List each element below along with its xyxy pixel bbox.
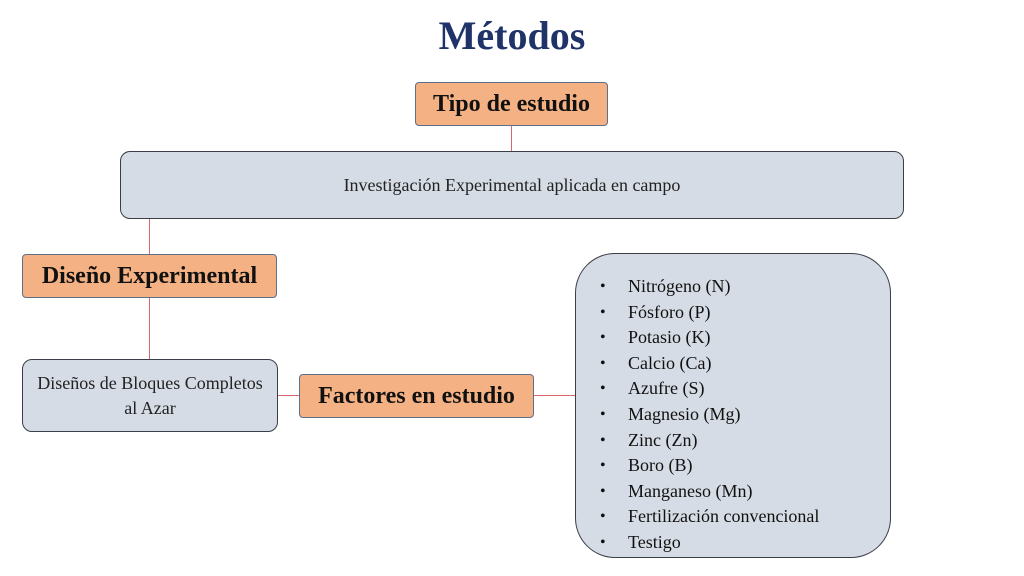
bullet-icon: • — [600, 405, 606, 423]
factor-label: Calcio (Ca) — [628, 352, 712, 373]
factor-item — [600, 274, 819, 300]
factor-item — [600, 428, 819, 454]
factor-item — [600, 504, 819, 530]
factor-item — [600, 479, 819, 505]
bullet-icon: • — [600, 457, 606, 475]
factor-item — [600, 453, 819, 479]
bullet-icon: • — [600, 329, 606, 347]
disenos-bloques-label: Diseños de Bloques Completos al Azar — [37, 372, 263, 418]
factor-item — [600, 402, 819, 428]
diseno-experimental-label: Diseño Experimental — [41, 262, 258, 289]
factor-item — [600, 325, 819, 351]
bullet-icon: • — [600, 508, 606, 526]
factor-item — [600, 530, 819, 556]
disenos-bloques-node — [22, 359, 278, 432]
factores-en-estudio-label: Factores en estudio — [318, 382, 515, 409]
factors-list-node — [575, 253, 891, 558]
bullet-icon: • — [600, 380, 606, 398]
factor-label: Fósforo (P) — [628, 301, 711, 322]
tipo-de-estudio-label: Tipo de estudio — [433, 90, 590, 117]
factor-label: Testigo — [628, 531, 681, 552]
bullet-icon: • — [600, 482, 606, 500]
slide-title: Métodos — [438, 13, 586, 58]
factor-label: Nitrógeno (N) — [628, 276, 731, 296]
bullet-icon: • — [600, 431, 606, 449]
factor-item — [600, 300, 819, 326]
connector-tipo-investigacion — [511, 126, 512, 151]
factor-label: Zinc (Zn) — [628, 429, 698, 450]
tipo-de-estudio-node — [415, 82, 608, 126]
investigacion-node — [120, 151, 904, 219]
factor-label: Azufre (S) — [628, 378, 705, 399]
investigacion-label: Investigación Experimental aplicada en campo — [343, 174, 681, 195]
factor-label: Manganeso (Mn) — [628, 480, 753, 501]
connector-diseno-bloques — [149, 298, 150, 359]
connector-bloques-factores — [278, 395, 299, 396]
connector-factores-list — [534, 395, 575, 396]
bullet-icon: • — [600, 354, 606, 372]
factor-label: Potasio (K) — [628, 327, 711, 348]
factores-en-estudio-node — [299, 374, 534, 418]
factors-list — [600, 274, 819, 556]
factor-item — [600, 351, 819, 377]
factor-label: Fertilización convencional — [628, 506, 820, 527]
factor-label: Magnesio (Mg) — [628, 403, 741, 424]
bullet-icon: • — [600, 303, 606, 321]
factor-item — [600, 376, 819, 402]
connector-investigacion-diseno — [149, 219, 150, 254]
bullet-icon: • — [600, 278, 606, 295]
diseno-experimental-node — [22, 254, 277, 298]
bullet-icon: • — [600, 533, 606, 551]
factor-label: Boro (B) — [628, 455, 693, 476]
